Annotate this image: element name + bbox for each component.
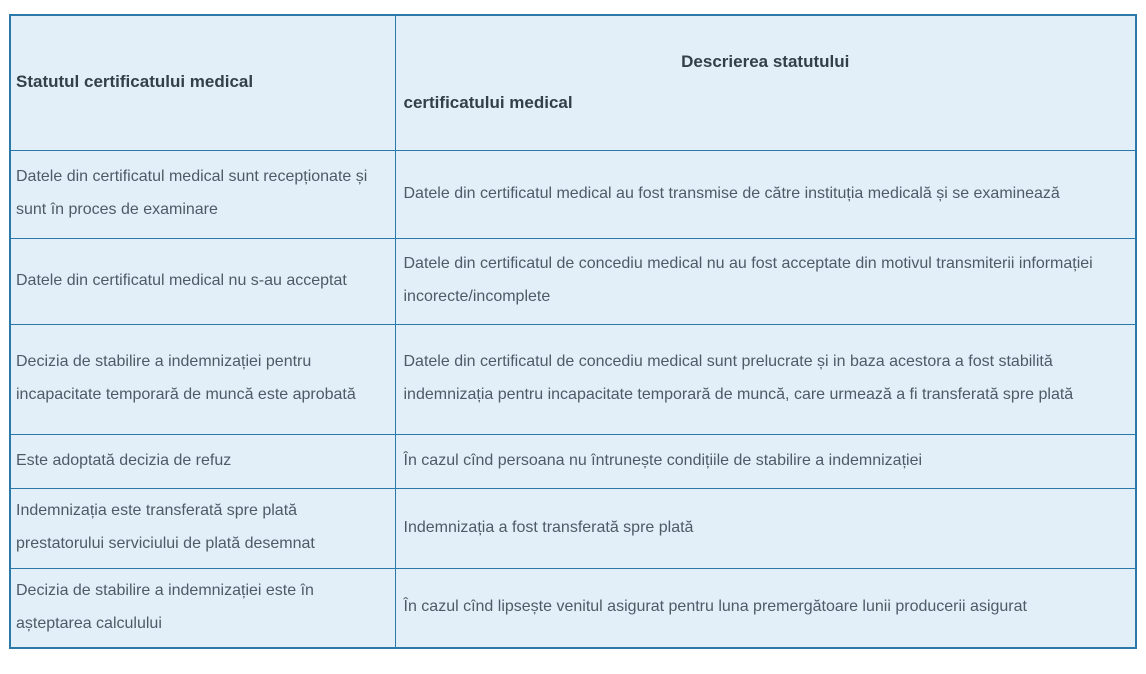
status-cell: Este adoptată decizia de refuz (10, 434, 395, 488)
description-header-line1: Descrierea statutului (681, 51, 850, 71)
table-row (10, 434, 1136, 488)
table-row (10, 324, 1136, 434)
status-cell: Decizia de stabilire a indemnizației este în așteptarea calculului (10, 568, 395, 648)
status-cell: Datele din certificatul medical sunt recepționate și sunt în proces de examinare (10, 150, 395, 238)
status-cell: Datele din certificatul medical nu s-au acceptat (10, 238, 395, 324)
table-row (10, 238, 1136, 324)
description-cell: Datele din certificatul de concediu medical sunt prelucrate și in baza acestora a fost stabilită indemnizația pentru incapacitate temporară de muncă, care urmează a fi transferată spre plată (395, 324, 1136, 434)
status-column-header (10, 15, 395, 150)
header-row (10, 15, 1136, 150)
description-column-header (395, 15, 1136, 150)
description-header-line2: certificatului medical (403, 92, 573, 112)
status-cell: Indemnizația este transferată spre plată prestatorului serviciului de plată desemnat (10, 488, 395, 568)
medical-certificate-status-table (9, 14, 1137, 649)
status-header-label: Statutul certificatului medical (16, 72, 254, 92)
status-cell: Decizia de stabilire a indemnizației pentru incapacitate temporară de muncă este aprobată (10, 324, 395, 434)
table-row (10, 568, 1136, 648)
description-cell: Datele din certificatul de concediu medical nu au fost acceptate din motivul transmiterii informației incorecte/incomplete (395, 238, 1136, 324)
description-cell: În cazul cînd lipsește venitul asigurat pentru luna premergătoare lunii producerii asigurat (395, 568, 1136, 648)
table-row (10, 488, 1136, 568)
description-cell: În cazul cînd persoana nu întrunește condițiile de stabilire a indemnizației (395, 434, 1136, 488)
description-cell: Indemnizația a fost transferată spre plată (395, 488, 1136, 568)
table-row (10, 150, 1136, 238)
description-cell: Datele din certificatul medical au fost transmise de către instituția medicală și se examinează (395, 150, 1136, 238)
